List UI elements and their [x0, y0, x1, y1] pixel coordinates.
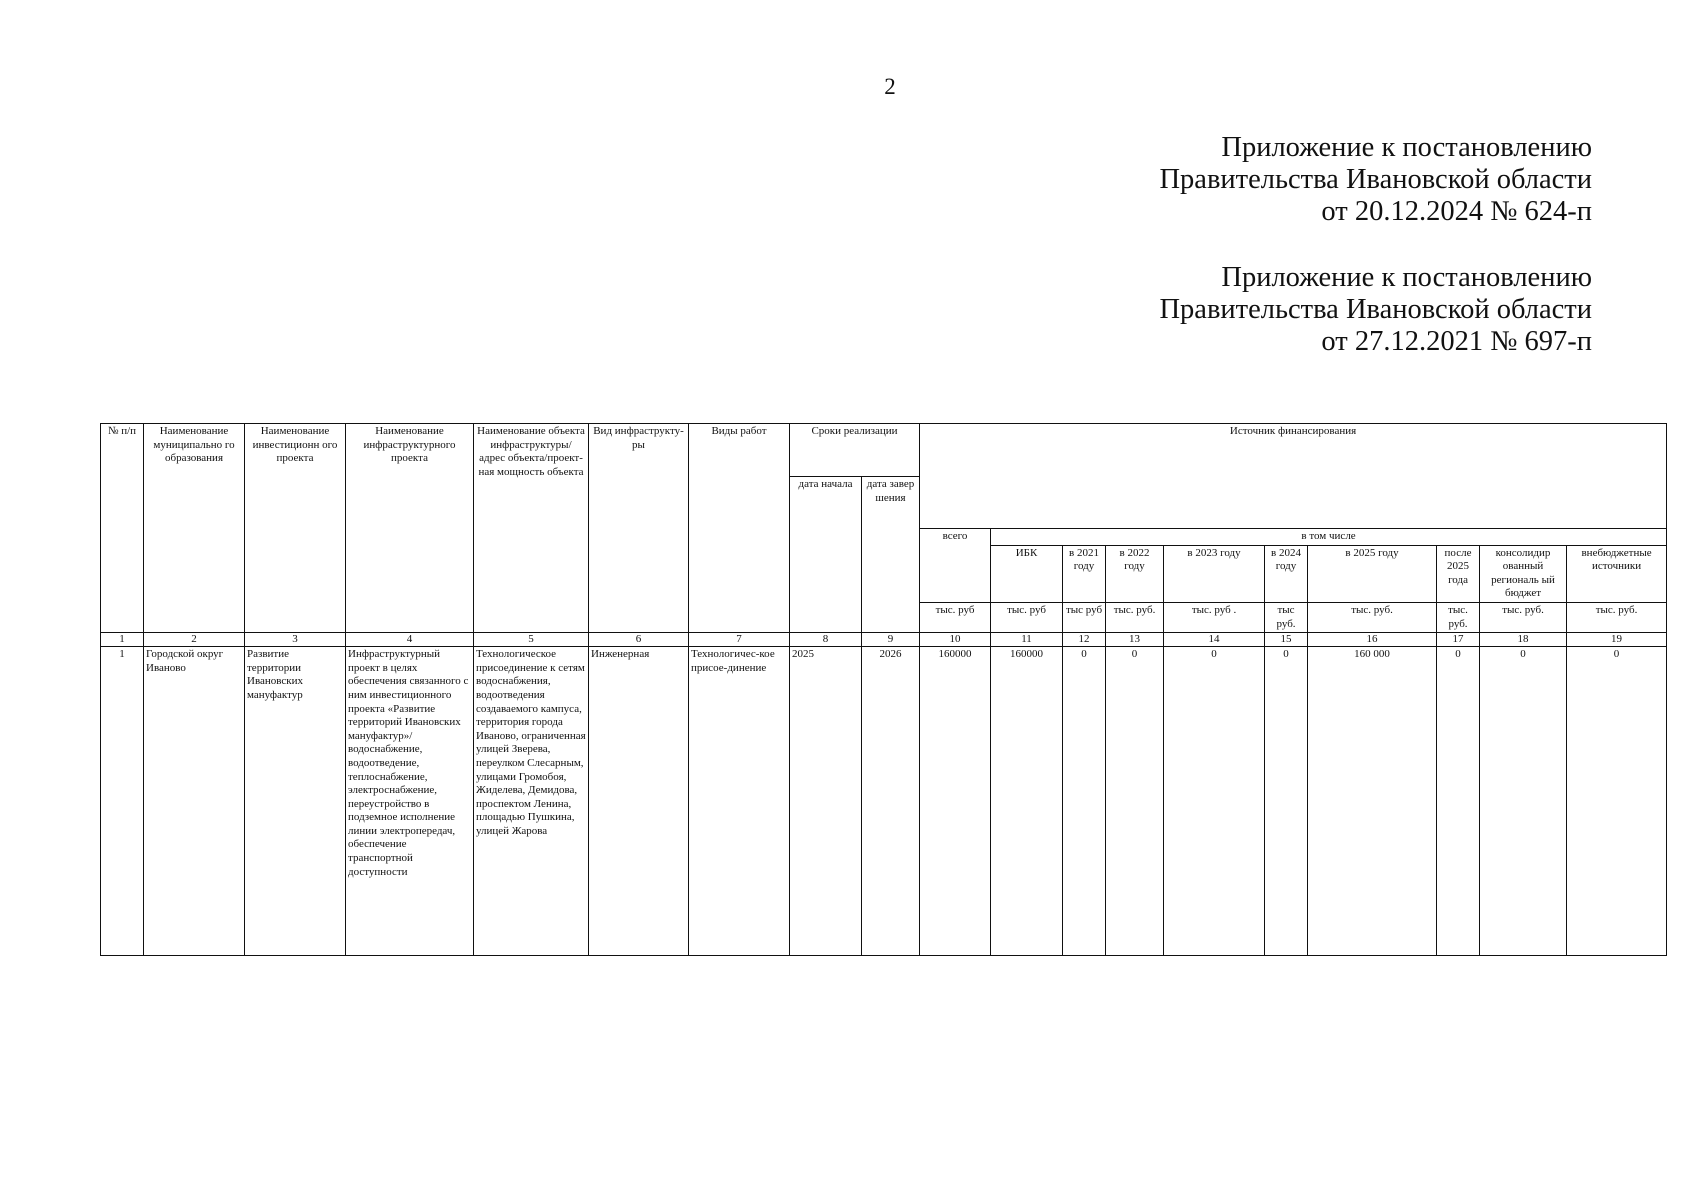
unit-total: тыс. руб — [920, 602, 991, 632]
appendix-header-original — [892, 262, 1592, 358]
column-number: 5 — [474, 633, 589, 647]
header-year-2025: в 2025 году — [1308, 545, 1437, 602]
infrastructure-projects-table — [100, 423, 1667, 956]
header-year-2024: в 2024 году — [1265, 545, 1308, 602]
header-infrastructure-project: Наименование инфраструктурного проекта — [346, 424, 474, 633]
header-year-2023: в 2023 году — [1164, 545, 1265, 602]
column-number: 17 — [1437, 633, 1480, 647]
unit-extrabudgetary: тыс. руб. — [1567, 602, 1667, 632]
header-consolidated-budget: консолидир ованный региональ ый бюджет — [1480, 545, 1567, 602]
column-number: 9 — [862, 633, 920, 647]
header-municipality: Наименование муниципально го образования — [144, 424, 245, 633]
appendix-date-number: от 27.12.2021 № 697-п — [1321, 326, 1592, 357]
cell-num: 1 — [101, 647, 144, 956]
cell-2024: 0 — [1265, 647, 1308, 956]
column-number: 7 — [689, 633, 790, 647]
header-infrastructure-object: Наименование объекта инфраструктуры/ адрес объекта/проект-ная мощность объекта — [474, 424, 589, 633]
unit-consolidated-budget: тыс. руб. — [1480, 602, 1567, 632]
unit-2024: тыс руб. — [1265, 602, 1308, 632]
cell-2021: 0 — [1063, 647, 1106, 956]
cell-2022: 0 — [1106, 647, 1164, 956]
column-number: 8 — [790, 633, 862, 647]
column-number: 10 — [920, 633, 991, 647]
cell-municipality: Городской округ Иваново — [144, 647, 245, 956]
unit-2021: тыс руб — [1063, 602, 1106, 632]
header-funding-source: Источник финансирования — [920, 424, 1667, 529]
appendix-line: Приложение к постановлению — [1221, 132, 1592, 163]
header-year-2021: в 2021 году — [1063, 545, 1106, 602]
table-row — [101, 647, 1667, 956]
column-number: 11 — [991, 633, 1063, 647]
cell-consolidated-budget: 0 — [1480, 647, 1567, 956]
cell-2025: 160 000 — [1308, 647, 1437, 956]
header-total: всего — [920, 529, 991, 603]
column-number: 1 — [101, 633, 144, 647]
header-start-date: дата начала — [790, 477, 862, 633]
cell-total: 160000 — [920, 647, 991, 956]
header-infrastructure-type: Вид инфраструкту-ры — [589, 424, 689, 633]
column-number: 2 — [144, 633, 245, 647]
page-number: 2 — [884, 74, 896, 99]
column-number: 15 — [1265, 633, 1308, 647]
column-number: 13 — [1106, 633, 1164, 647]
cell-ibk: 160000 — [991, 647, 1063, 956]
column-number: 3 — [245, 633, 346, 647]
header-after-2025: после 2025 года — [1437, 545, 1480, 602]
column-number: 6 — [589, 633, 689, 647]
cell-work-types: Технологичес-кое присое-динение — [689, 647, 790, 956]
column-number: 19 — [1567, 633, 1667, 647]
unit-ibk: тыс. руб — [991, 602, 1063, 632]
appendix-line: Правительства Ивановской области — [1159, 294, 1592, 325]
column-number-row — [101, 633, 1667, 647]
header-extrabudgetary: внебюджетные источники — [1567, 545, 1667, 602]
cell-infrastructure-type: Инженерная — [589, 647, 689, 956]
appendix-header-current — [892, 132, 1592, 228]
header-including: в том числе — [991, 529, 1667, 546]
unit-2023: тыс. руб . — [1164, 602, 1265, 632]
column-number: 4 — [346, 633, 474, 647]
header-ibk: ИБК — [991, 545, 1063, 602]
unit-2025: тыс. руб. — [1308, 602, 1437, 632]
header-end-date: дата завер шения — [862, 477, 920, 633]
unit-2022: тыс. руб. — [1106, 602, 1164, 632]
header-work-types: Виды работ — [689, 424, 790, 633]
cell-investment-project: Развитие территории Ивановских мануфактур — [245, 647, 346, 956]
column-number: 14 — [1164, 633, 1265, 647]
cell-after-2025: 0 — [1437, 647, 1480, 956]
header-num: № п/п — [101, 424, 144, 633]
cell-end-date: 2026 — [862, 647, 920, 956]
header-implementation-period: Сроки реализации — [790, 424, 920, 477]
appendix-line: Правительства Ивановской области — [1159, 164, 1592, 195]
appendix-date-number: от 20.12.2024 № 624-п — [1321, 196, 1592, 227]
column-number: 18 — [1480, 633, 1567, 647]
unit-after-2025: тыс. руб. — [1437, 602, 1480, 632]
column-number: 16 — [1308, 633, 1437, 647]
cell-infrastructure-project: Инфраструктурный проект в целях обеспечения связанного с ним инвестиционного проекта «Развитие территорий Ивановских мануфактур»/ водоснабжение, водоотведение, теплоснабжение, электроснабжение, переустройство в подземное исполнение линии электропередач, обеспечение транспортной доступности — [346, 647, 474, 956]
header-investment-project: Наименование инвестиционн ого проекта — [245, 424, 346, 633]
appendix-line: Приложение к постановлению — [1221, 262, 1592, 293]
header-year-2022: в 2022 году — [1106, 545, 1164, 602]
cell-infrastructure-object: Технологическое присоединение к сетям водоснабжения, водоотведения создаваемого кампуса, территория города Иваново, ограниченная улицей Зверева, переулком Слесарным, улицами Громобоя, Жиделева, Демидова, проспектом Ленина, площадью Пушкина, улицей Жарова — [474, 647, 589, 956]
cell-2023: 0 — [1164, 647, 1265, 956]
column-number: 12 — [1063, 633, 1106, 647]
cell-extrabudgetary: 0 — [1567, 647, 1667, 956]
cell-start-date: 2025 — [790, 647, 862, 956]
